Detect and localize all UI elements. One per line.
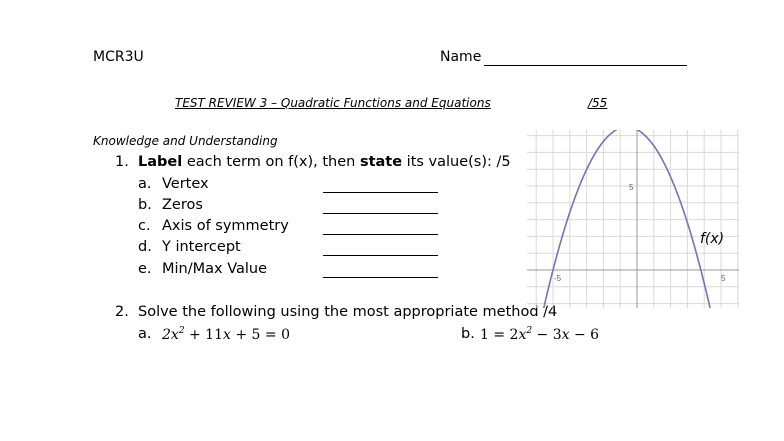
item-a-answer-line[interactable] [323,192,438,193]
part-b-letter: b. [461,326,475,342]
question-2-number: 2. [115,304,129,320]
parabola-graph [527,130,739,308]
item-a-label: Vertex [162,176,209,192]
tick-label-x-pos5: 5 [721,274,726,283]
item-e-label: Min/Max Value [162,261,268,277]
item-e-letter: e. [138,261,152,277]
tick-label-y-5: 5 [629,183,634,192]
item-b-label: Zeros [162,197,203,213]
item-c-label: Axis of symmetry [162,218,289,234]
part-a-letter: a. [138,326,152,342]
question-1-number: 1. [115,154,129,170]
equation-b: $1 = 2x^2 - 3x - 6$ [480,326,600,343]
item-d-letter: d. [138,239,152,255]
item-a-letter: a. [138,176,152,192]
section-heading: Knowledge and Understanding [93,134,278,148]
state-keyword: state [359,154,403,170]
item-d-answer-line[interactable] [323,255,438,256]
function-label: f(x) [700,231,725,247]
question-1-text [138,154,511,170]
question-1-end: its value(s): /5 [406,154,511,170]
item-c-letter: c. [138,218,151,234]
name-field-line[interactable] [484,65,687,66]
item-e-answer-line[interactable] [323,277,438,278]
item-b-letter: b. [138,197,152,213]
equation-a: $2x^2 + 11x + 5 = 0$ [162,326,290,343]
course-code: MCR3U [93,49,144,65]
item-c-answer-line[interactable] [323,234,438,235]
test-title: TEST REVIEW 3 – Quadratic Functions and Equations [175,96,491,110]
question-2-text: Solve the following using the most appropriate method /4 [138,304,558,320]
label-keyword: Label [138,154,183,170]
test-score: /55 [588,96,608,110]
name-label: Name [440,49,482,65]
tick-label-x-neg5: -5 [554,274,562,283]
item-b-answer-line[interactable] [323,213,438,214]
item-d-label: Y intercept [162,239,241,255]
question-1-mid: each term on f(x), then [186,154,356,170]
